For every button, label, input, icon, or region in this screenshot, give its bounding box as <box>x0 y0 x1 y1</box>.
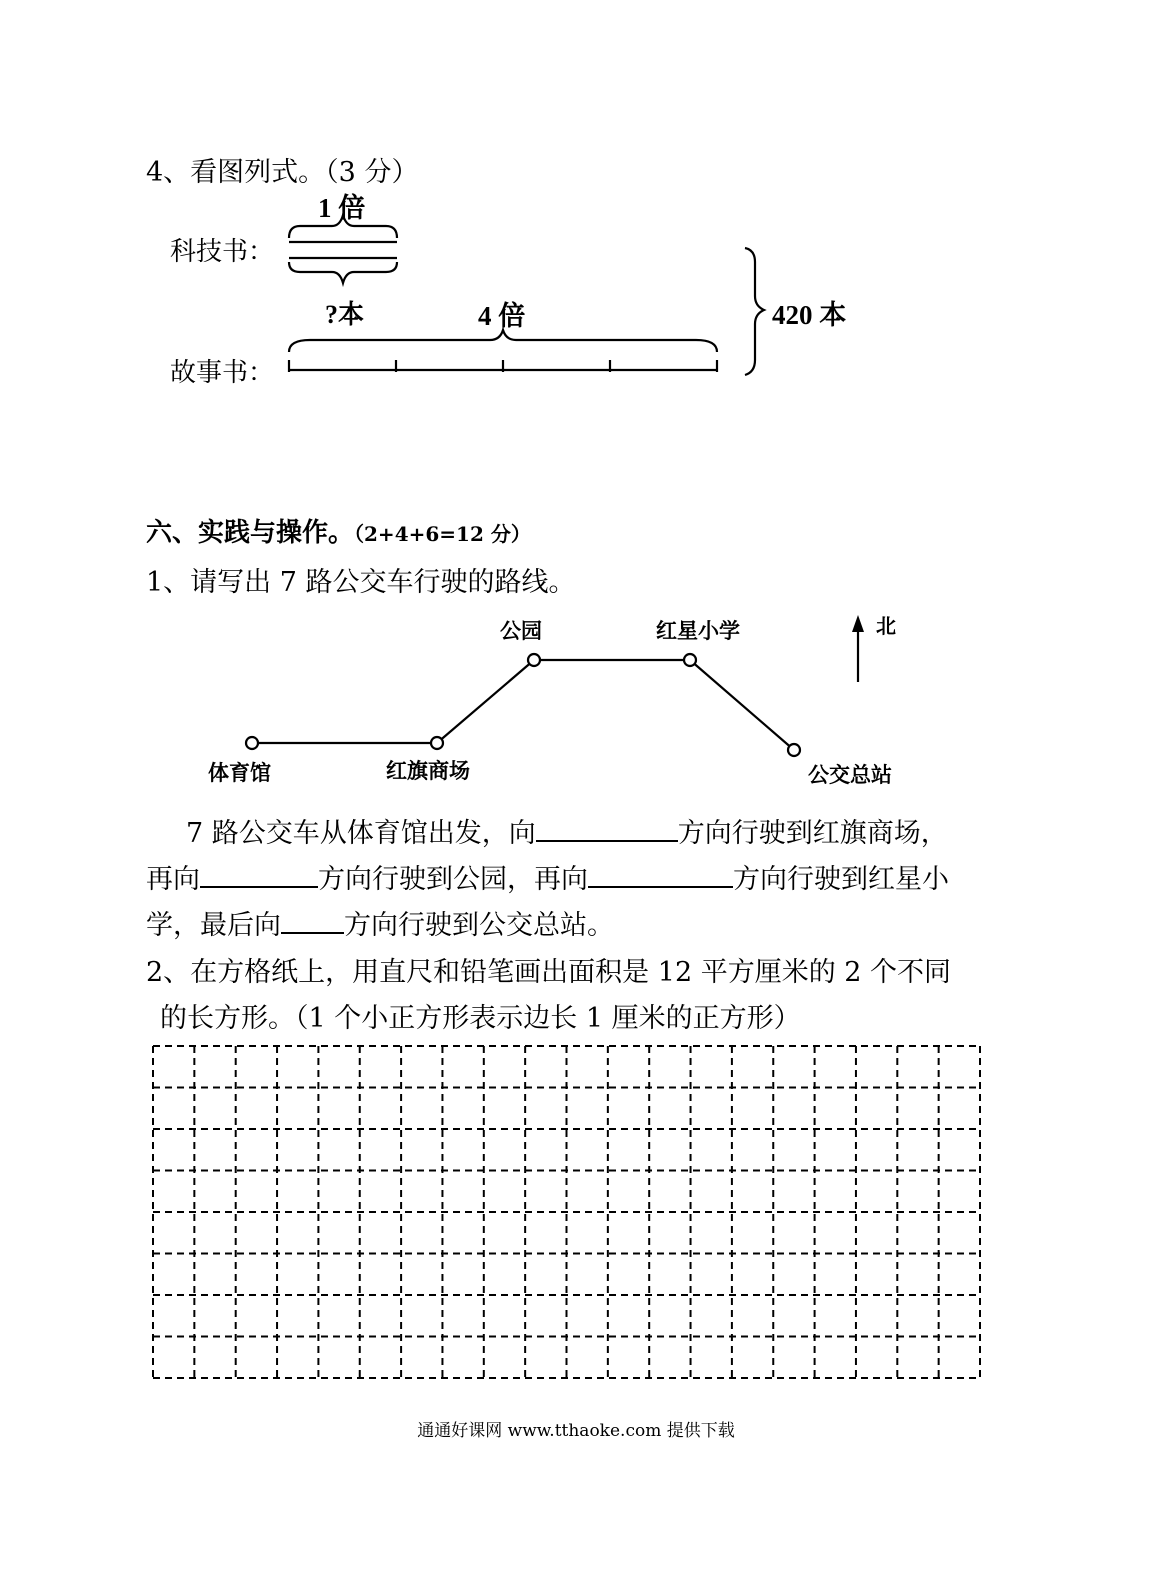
route-segment <box>690 660 794 750</box>
section6-points: （2+4+6=12 分） <box>354 522 531 546</box>
answer-blank-2[interactable] <box>200 860 318 888</box>
route-segment <box>437 660 534 743</box>
fill-text: 方向行驶到红旗商场， <box>677 818 948 849</box>
stop-label-zongzhan: 公交总站 <box>808 763 892 787</box>
stop-label-tiyuguan: 体育馆 <box>208 761 271 785</box>
section6-heading: 六、实践与操作。 <box>146 518 355 548</box>
fill-text: 学，最后向 <box>146 910 281 941</box>
four-times-label: 4 倍 <box>478 301 526 331</box>
north-arrow-icon <box>852 615 864 632</box>
fill-line-2 <box>146 857 949 896</box>
q1-title: 1、请写出 7 路公交车行驶的路线。 <box>146 567 576 598</box>
stop-marker <box>246 737 258 749</box>
stop-marker <box>788 744 800 756</box>
one-times-label: 1 倍 <box>318 193 366 223</box>
north-label: 北 <box>876 614 896 638</box>
q4-title: 4、看图列式。（3 分） <box>146 157 419 188</box>
answer-blank-3[interactable] <box>588 860 733 888</box>
segment-diagram <box>0 0 1152 480</box>
gushi-label: 故事书： <box>170 358 275 388</box>
footer-text: 通通好课网 www.tthaoke.com 提供下载 <box>417 1421 735 1441</box>
question-amount: ?本 <box>325 300 365 329</box>
fill-text: 再向 <box>146 864 200 895</box>
q2-line1: 2、在方格纸上，用直尺和铅笔画出面积是 12 平方厘米的 2 个不同 <box>146 957 952 988</box>
stop-marker <box>684 654 696 666</box>
fill-text: 方向行驶到公园，再向 <box>318 864 588 895</box>
answer-blank-1[interactable] <box>536 814 678 842</box>
stop-label-hongqi: 红旗商场 <box>386 759 470 783</box>
fill-line-3 <box>146 903 614 942</box>
fill-text: 方向行驶到红星小 <box>733 864 949 895</box>
total-label: 420 本 <box>772 300 847 330</box>
fill-text: 方向行驶到公交总站。 <box>344 910 614 941</box>
section6-title <box>146 512 531 549</box>
bottom-brace <box>289 262 397 283</box>
keji-label: 科技书： <box>170 237 275 267</box>
top-brace <box>289 215 397 238</box>
stop-label-hongxing: 红星小学 <box>656 619 740 643</box>
answer-blank-4[interactable] <box>281 906 344 934</box>
stop-marker <box>431 737 443 749</box>
q2-line2: 的长方形。（1 个小正方形表示边长 1 厘米的正方形） <box>160 1003 801 1034</box>
grid-paper[interactable] <box>0 1030 1152 1390</box>
stop-marker <box>528 654 540 666</box>
total-brace <box>745 248 764 375</box>
bus-route-map <box>0 600 1152 800</box>
fill-text: 7 路公交车从体育馆出发，向 <box>186 818 536 849</box>
four-times-brace <box>289 330 717 352</box>
fill-line-1 <box>186 811 948 850</box>
stop-label-gongyuan: 公园 <box>500 619 542 643</box>
